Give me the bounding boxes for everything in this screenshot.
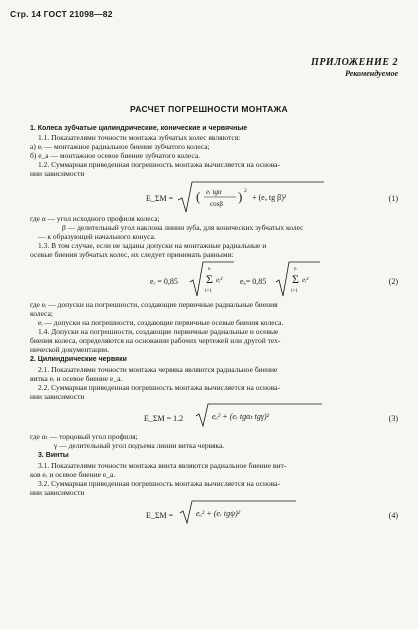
appendix-subtitle: Рекомендуемое [345, 69, 398, 78]
formula3-number: (3) [388, 414, 398, 423]
paragraph-3-2-line2: нии зависимости [30, 488, 85, 497]
explain-radial-line1: где eᵢ — допуски на погрешности, создающие первичные радиальные биения [30, 300, 278, 309]
where1-beta: β — делительный угол наклона линии зуба, для конических зубчатых колес [62, 223, 304, 232]
formula2-radical-a [276, 260, 322, 300]
paragraph-3-1-line2: ков eᵣ и осевое биение e_a. [30, 470, 116, 479]
formula2-lhs-r: eᵣ = 0,85 [150, 277, 178, 286]
where2-gamma: γ — делительный угол подъема линии витка червяка. [54, 441, 225, 450]
where1-alpha: где α — угол исходного профиля колеса; [30, 214, 160, 223]
svg-text:eᵢ²: eᵢ² [216, 276, 223, 284]
appendix-title: ПРИЛОЖЕНИЕ 2 [311, 57, 398, 68]
formula1-lhs: E_ΣM = [146, 194, 174, 203]
paragraph-1-2-line1: 1.2. Суммарная приведенная погрешность монтажа вычисляется на основа- [38, 160, 281, 169]
svg-text:eₐ² + (eᵣ tgψ)²: eₐ² + (eᵣ tgψ)² [196, 509, 241, 518]
explain-radial-line2: колеса; [30, 309, 54, 318]
paragraph-1-3-line1: 1.3. В том случае, если не заданы допуски на монтажные радиальные и [38, 241, 267, 250]
svg-text:2: 2 [244, 188, 247, 194]
svg-text:eᵣ tgα: eᵣ tgα [206, 188, 222, 196]
formula1-number: (1) [388, 194, 398, 203]
paragraph-1-2-line2: нии зависимости [30, 169, 85, 178]
formula2-number: (2) [388, 277, 398, 286]
svg-text:Σ: Σ [206, 272, 213, 286]
paragraph-1-4-line1: 1.4. Допуски на погрешности, создающие первичные радиальные и осевые [38, 327, 279, 336]
explain-axial: eᵢ — допуски на погрешности, создающие первичные осевые биения колеса. [38, 318, 284, 327]
item-a: а) eᵣ — монтажное радиальное биение зубчатого колеса; [30, 142, 210, 151]
section2-heading: 2. Цилиндрические червяки [30, 356, 127, 363]
svg-text:+ (eₐ tg β)²: + (eₐ tg β)² [252, 193, 287, 202]
svg-text:i=1: i=1 [291, 289, 298, 294]
paragraph-1-4-line3: нической документации. [30, 345, 110, 354]
svg-text:eᵢ²: eᵢ² [302, 276, 309, 284]
section3-heading: 3. Винты [38, 452, 69, 459]
paragraph-2-1-line1: 2.1. Показателями точности монтажа червяка являются радиальное биение [38, 365, 278, 374]
formula4-lhs: E_ΣM = [146, 511, 174, 520]
formula4-number: (4) [388, 511, 398, 520]
formula2-radical-r [190, 260, 236, 300]
svg-text:eₐ² + (eᵣ tgαₜ tgγ)²: eₐ² + (eᵣ tgαₜ tgγ)² [212, 412, 270, 421]
page-header: Стр. 14 ГОСТ 21098—82 [10, 9, 113, 19]
appendix-block [311, 57, 398, 78]
formula4-body [180, 499, 300, 525]
section1-heading: 1. Колеса зубчатые цилиндрические, конические и червячные [30, 125, 248, 132]
svg-text:(: ( [196, 189, 201, 204]
formula3-lhs: E_ΣM = 1.2 [144, 414, 184, 423]
where2-alpha: где αₜ — торцовый угол профиля; [30, 432, 138, 441]
formula3-body [196, 402, 326, 428]
svg-text:cosβ: cosβ [210, 200, 223, 208]
item-b: б) e_a — монтажное осевое биение зубчатого колеса. [30, 151, 201, 160]
paragraph-2-2-line2: нии зависимости [30, 392, 85, 401]
paragraph-1-4-line2: биения колеса, определяются на основании рабочих чертежей или другой тех- [30, 336, 281, 345]
paragraph-3-2-line1: 3.2. Суммарная приведенная погрешность монтажа вычисляется на основа- [38, 479, 281, 488]
svg-text:i=1: i=1 [205, 289, 212, 294]
main-title: РАСЧЕТ ПОГРЕШНОСТИ МОНТАЖА [130, 104, 288, 114]
formula2-lhs-a: eₐ= 0,85 [240, 277, 267, 286]
paragraph-1-3-line2: осевые биения зубчатых колес, их следует принимать равными: [30, 250, 234, 259]
where1-beta-cont: — к образующей начального конуса. [38, 232, 156, 241]
paragraph-3-1-line1: 3.1. Показателями точности монтажа винта являются радиальное биение вит- [38, 461, 287, 470]
svg-text:n: n [208, 267, 211, 272]
svg-text:n: n [294, 267, 297, 272]
paragraph-1-1: 1.1. Показателями точности монтажа зубчатых колес являются: [38, 133, 241, 142]
formula1-body [178, 180, 328, 216]
svg-text:Σ: Σ [292, 272, 299, 286]
paragraph-2-1-line2: витка eᵣ и осевое биение e_a. [30, 374, 123, 383]
paragraph-2-2-line1: 2.2. Суммарная приведенная погрешность монтажа вычисляется на основа- [38, 383, 281, 392]
svg-text:): ) [238, 189, 243, 204]
